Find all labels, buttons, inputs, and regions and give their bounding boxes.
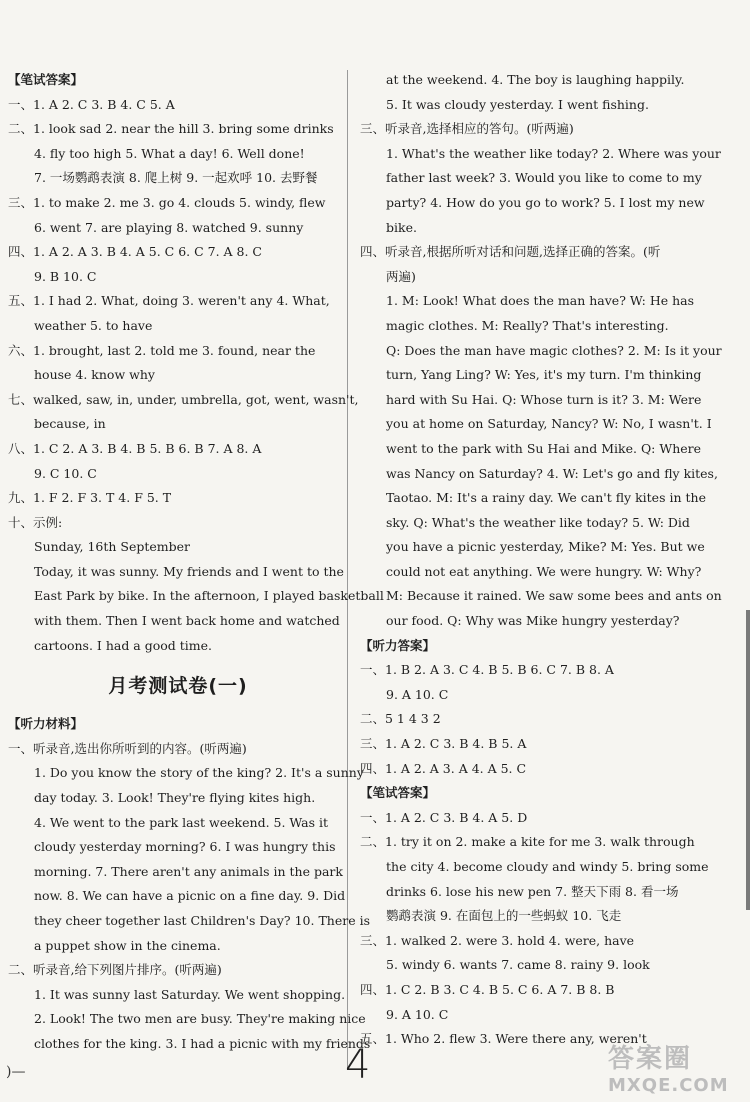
watermark-line2: MXQE.COM bbox=[608, 1075, 729, 1096]
text-line: the city 4. become cloudy and windy 5. bring some bbox=[386, 859, 709, 874]
section-heading: 【笔试答案】 bbox=[8, 72, 84, 87]
text-line: 鹦鹉表演 9. 在面包上的一些蚂蚁 10. 飞走 bbox=[386, 908, 622, 924]
text-line: house 4. know why bbox=[34, 367, 155, 383]
section-heading: 【听力答案】 bbox=[360, 637, 436, 653]
text-line: 9. C 10. C bbox=[34, 465, 97, 481]
text-line: 二、1. try it on 2. make a kite for me 3. walk through bbox=[360, 834, 695, 850]
text-line: 五、1. Who 2. flew 3. Were there any, weren't bbox=[360, 1031, 647, 1047]
text-line: 三、1. to make 2. me 3. go 4. clouds 5. windy, flew bbox=[8, 194, 326, 210]
text-line: 9. A 10. C bbox=[386, 1006, 449, 1022]
text-line: East Park by bike. In the afternoon, I played basketball bbox=[34, 588, 384, 604]
text-line: 9. A 10. C bbox=[386, 686, 449, 702]
text-line: 一、听录音,选出你所听到的内容。(听两遍) bbox=[8, 740, 247, 756]
text-line: bike. bbox=[386, 219, 417, 235]
right-answer-lines bbox=[360, 68, 722, 1052]
text-line: 三、1. A 2. C 3. B 4. B 5. A bbox=[360, 736, 527, 752]
text-line: 一、1. B 2. A 3. C 4. B 5. B 6. C 7. B 8. A bbox=[360, 662, 614, 678]
text-line: you at home on Saturday, Nancy? W: No, I wasn't. I bbox=[386, 416, 712, 432]
text-line: 二、听录音,给下列图片排序。(听两遍) bbox=[8, 962, 222, 978]
text-line: 一、1. A 2. C 3. B 4. A 5. D bbox=[360, 809, 528, 825]
text-line: 4. We went to the park last weekend. 5. Was it bbox=[34, 814, 329, 830]
text-line: a puppet show in the cinema. bbox=[34, 937, 221, 953]
section-heading: 【笔试答案】 bbox=[360, 785, 436, 801]
text-line: magic clothes. M: Really? That's interesting. bbox=[386, 317, 669, 333]
text-line: our food. Q: Why was Mike hungry yesterday? bbox=[386, 613, 680, 629]
text-line: 三、1. walked 2. were 3. hold 4. were, have bbox=[360, 932, 635, 948]
text-line: 三、听录音,选择相应的答句。(听两遍) bbox=[360, 121, 574, 137]
text-line: 六、1. brought, last 2. told me 3. found, near the bbox=[8, 342, 316, 358]
text-line: with them. Then I went back home and watched bbox=[34, 613, 340, 629]
right-column bbox=[360, 68, 722, 1052]
text-line: 5. It was cloudy yesterday. I went fishing. bbox=[386, 96, 649, 112]
text-line: 1. It was sunny last Saturday. We went shopping. bbox=[34, 986, 346, 1002]
text-line: hard with Su Hai. Q: Whose turn is it? 3. M: Were bbox=[386, 391, 702, 407]
text-line: went to the park with Su Hai and Mike. Q: Where bbox=[386, 440, 702, 456]
section-heading: 【听力材料】 bbox=[8, 716, 84, 732]
text-line: 9. B 10. C bbox=[34, 268, 97, 284]
text-line: sky. Q: What's the weather like today? 5. W: Did bbox=[386, 514, 690, 530]
text-line: 两遍) bbox=[386, 268, 416, 284]
left-column bbox=[8, 68, 384, 1057]
page-edge-mark: )— bbox=[6, 1064, 26, 1080]
text-line: now. 8. We can have a picnic on a fine day. 9. Did bbox=[34, 888, 346, 904]
text-line: turn, Yang Ling? W: Yes, it's my turn. I'm thinking bbox=[386, 367, 702, 383]
text-line: 1. Do you know the story of the king? 2. It's a sunny bbox=[34, 765, 364, 781]
text-line: 八、1. C 2. A 3. B 4. B 5. B 6. B 7. A 8. A bbox=[8, 440, 262, 456]
text-line: 1. What's the weather like today? 2. Where was your bbox=[386, 145, 721, 161]
text-line: because, in bbox=[34, 416, 106, 432]
text-line: 二、5 1 4 3 2 bbox=[360, 711, 441, 727]
text-line: Taotao. M: It's a rainy day. We can't fly kites in the bbox=[386, 490, 706, 506]
text-line: 2. Look! The two men are busy. They're making nice bbox=[34, 1011, 366, 1027]
watermark-line1: 答案圈 bbox=[608, 1044, 693, 1074]
text-line: cartoons. I had a good time. bbox=[34, 637, 213, 653]
text-line: day today. 3. Look! They're flying kites high. bbox=[34, 790, 316, 806]
text-line: could not eat anything. We were hungry. W: Why? bbox=[386, 563, 702, 579]
text-line: 五、1. I had 2. What, doing 3. weren't any 4. What, bbox=[8, 293, 330, 309]
handwritten-page-number: 4 bbox=[345, 1042, 371, 1088]
text-line: 7. 一场鹦鹉表演 8. 爬上树 9. 一起欢呼 10. 去野餐 bbox=[34, 170, 318, 186]
text-line: 四、听录音,根据所听对话和问题,选择正确的答案。(听 bbox=[360, 244, 661, 260]
text-line: 6. went 7. are playing 8. watched 9. sunny bbox=[34, 219, 304, 235]
text-line: they cheer together last Children's Day? 10. There is bbox=[34, 913, 370, 928]
text-line: 四、1. A 2. A 3. B 4. A 5. C 6. C 7. A 8. C bbox=[8, 244, 262, 260]
text-line: Today, it was sunny. My friends and I went to the bbox=[34, 563, 344, 579]
text-line: 一、1. A 2. C 3. B 4. C 5. A bbox=[8, 96, 175, 112]
listening-material-lines bbox=[8, 712, 371, 1056]
text-line: 四、1. C 2. B 3. C 4. B 5. C 6. A 7. B 8. B bbox=[360, 981, 615, 997]
text-line: morning. 7. There aren't any animals in the park bbox=[34, 863, 343, 879]
text-line: 1. M: Look! What does the man have? W: He has bbox=[386, 293, 695, 309]
text-line: Sunday, 16th September bbox=[34, 539, 191, 555]
text-line: at the weekend. 4. The boy is laughing happily. bbox=[386, 72, 685, 87]
text-line: drinks 6. lose his new pen 7. 整天下雨 8. 看一场 bbox=[386, 883, 679, 899]
text-line: 4. fly too high 5. What a day! 6. Well done! bbox=[34, 145, 305, 161]
text-line: cloudy yesterday morning? 6. I was hungry this bbox=[34, 839, 336, 855]
left-answer-lines bbox=[8, 68, 384, 658]
text-line: 十、示例: bbox=[8, 514, 63, 530]
text-line: M: Because it rained. We saw some bees and ants on bbox=[386, 588, 722, 604]
text-line: father last week? 3. Would you like to come to my bbox=[386, 170, 702, 186]
text-line: weather 5. to have bbox=[34, 317, 153, 333]
text-line: you have a picnic yesterday, Mike? M: Yes. But we bbox=[386, 539, 705, 555]
text-line: party? 4. How do you go to work? 5. I lost my new bbox=[386, 194, 705, 210]
text-line: 四、1. A 2. A 3. A 4. A 5. C bbox=[360, 760, 527, 776]
text-line: 二、1. look sad 2. near the hill 3. bring some drinks bbox=[8, 121, 334, 137]
text-line: clothes for the king. 3. I had a picnic with my friends bbox=[34, 1035, 371, 1051]
exam-title: 月考测试卷(一) bbox=[108, 675, 248, 698]
watermark-logo bbox=[608, 1038, 738, 1098]
text-line: Q: Does the man have magic clothes? 2. M: Is it your bbox=[386, 342, 722, 358]
text-line: was Nancy on Saturday? 4. W: Let's go and fly kites, bbox=[386, 465, 718, 481]
page-edge-shadow bbox=[746, 610, 750, 910]
text-line: 九、1. F 2. F 3. T 4. F 5. T bbox=[8, 490, 172, 506]
text-line: 5. windy 6. wants 7. came 8. rainy 9. look bbox=[386, 957, 650, 973]
text-line: 七、walked, saw, in, under, umbrella, got, went, wasn't, bbox=[8, 391, 359, 407]
